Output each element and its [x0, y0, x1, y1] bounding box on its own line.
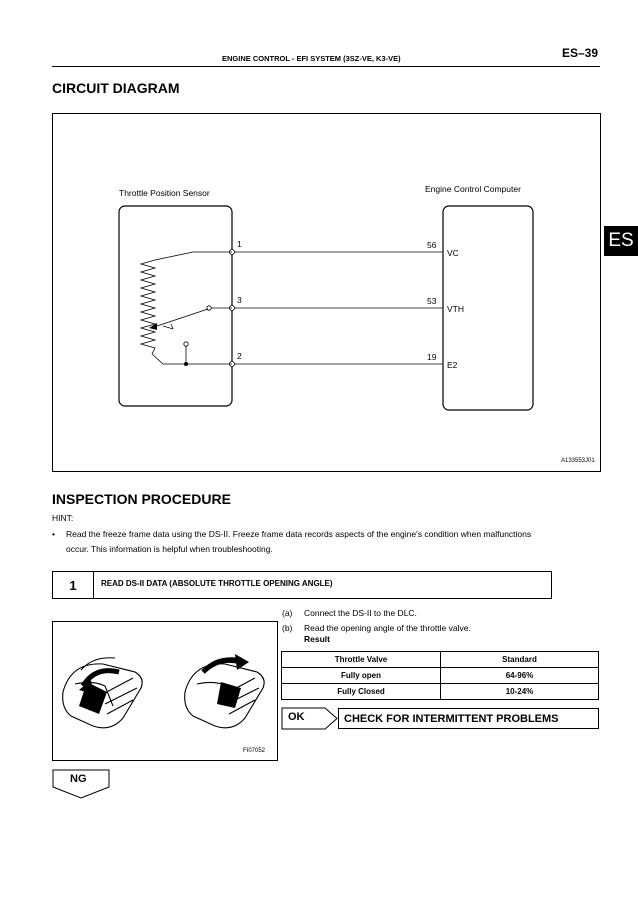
hint-line-2: occur. This information is helpful when troubleshooting.	[66, 544, 273, 554]
inspection-heading: INSPECTION PROCEDURE	[52, 491, 231, 507]
sensor-pin-3: 3	[237, 295, 242, 305]
header-title: ENGINE CONTROL - EFI SYSTEM (3SZ-VE, K3-VE)	[222, 54, 401, 63]
step-title: READ DS-II DATA (ABSOLUTE THROTTLE OPENING ANGLE)	[101, 579, 333, 588]
table-cell: 64-96%	[441, 668, 599, 684]
circuit-figure-id: A133553J01	[561, 458, 595, 464]
ok-action-text: CHECK FOR INTERMITTENT PROBLEMS	[344, 713, 559, 725]
table-row	[282, 668, 599, 684]
circuit-diagram-heading: CIRCUIT DIAGRAM	[52, 80, 180, 96]
circuit-schematic	[53, 114, 602, 473]
ok-label: OK	[288, 711, 305, 723]
result-table	[281, 651, 599, 700]
signal-vc: VC	[447, 248, 459, 258]
table-cell: Fully open	[282, 668, 441, 684]
table-header-row	[282, 652, 599, 668]
table-cell: Fully Closed	[282, 684, 441, 700]
pedal-figure	[52, 621, 278, 761]
hint-line-1: Read the freeze frame data using the DS-II. Freeze frame data records aspects of the engine's condition when malfunctions	[66, 529, 532, 539]
circuit-diagram	[52, 113, 601, 472]
signal-e2: E2	[447, 360, 458, 370]
step-b-text: Read the opening angle of the throttle valve.	[304, 623, 471, 633]
step-a-text: Connect the DS-II to the DLC.	[304, 608, 417, 618]
signal-vth: VTH	[447, 304, 464, 314]
pedal-figure-id: FI07052	[243, 748, 266, 754]
bullet-icon: •	[52, 529, 55, 539]
sensor-pin-2: 2	[237, 351, 242, 361]
step-number: 1	[53, 572, 94, 598]
ok-action-box	[338, 708, 599, 729]
ecu-pin-56: 56	[427, 240, 437, 250]
result-label: Result	[304, 634, 330, 644]
hint-label: HINT:	[52, 513, 74, 523]
ecu-pin-19: 19	[427, 352, 437, 362]
sensor-label: Throttle Position Sensor	[119, 188, 210, 198]
step-header	[52, 571, 552, 599]
table-cell: 10-24%	[441, 684, 599, 700]
pedal-illustration	[53, 622, 277, 760]
page-number: ES–39	[562, 46, 599, 60]
ecu-pin-53: 53	[427, 296, 437, 306]
sensor-pin-1: 1	[237, 239, 242, 249]
table-header-cell: Standard	[441, 652, 599, 668]
table-header-cell: Throttle Valve	[282, 652, 441, 668]
table-row	[282, 684, 599, 700]
ng-label: NG	[70, 773, 87, 785]
step-b-mark: (b)	[282, 623, 293, 633]
step-a-mark: (a)	[282, 608, 293, 618]
section-tab: ES	[604, 226, 638, 256]
header-rule	[52, 66, 600, 67]
ecu-label: Engine Control Computer	[425, 184, 521, 194]
